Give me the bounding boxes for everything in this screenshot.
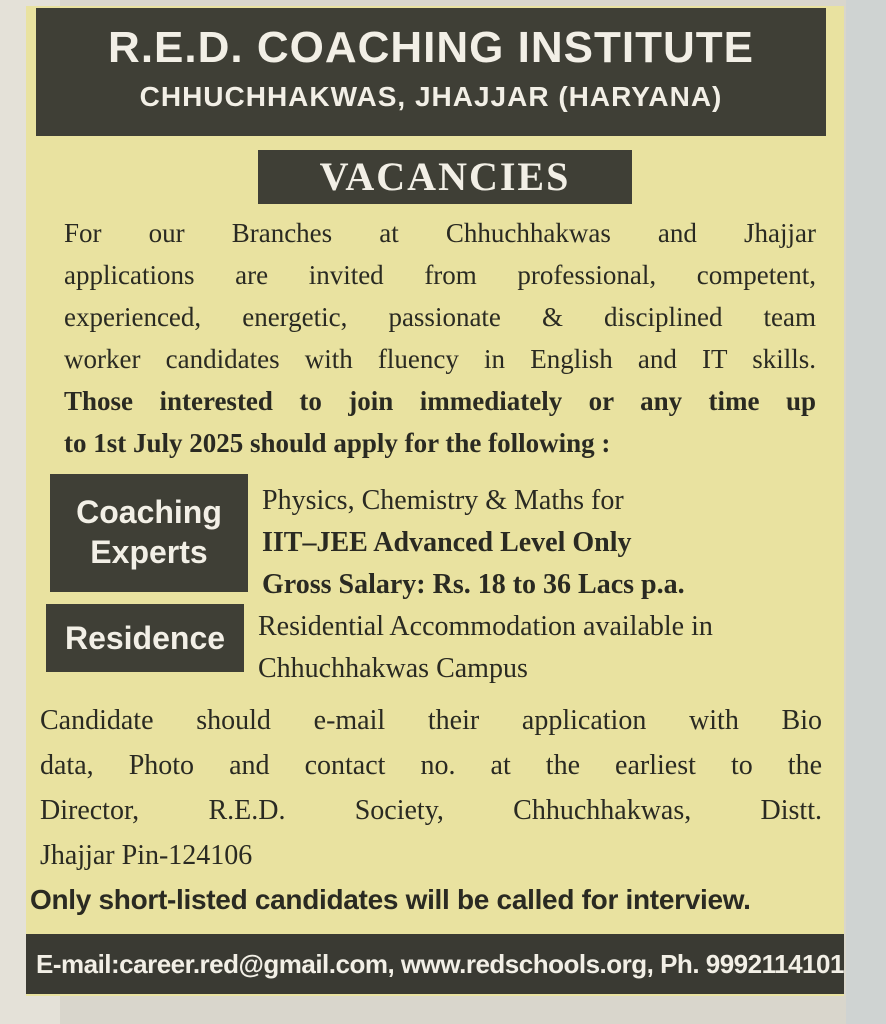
apply-line: Director, R.E.D. Society, Chhuchhakwas, Distt. <box>40 795 822 826</box>
apply-line: data, Photo and contact no. at the earliest to the <box>40 750 822 781</box>
residence-label: Residence <box>46 604 244 672</box>
institute-title: R.E.D. COACHING INSTITUTE <box>108 23 754 72</box>
application-instructions <box>40 698 822 878</box>
coaching-label-line1: Coaching <box>76 494 222 530</box>
intro-paragraph <box>64 212 816 464</box>
intro-line: For our Branches at Chhuchhakwas and Jhajjar <box>64 218 816 248</box>
intro-line: experienced, energetic, passionate & disciplined team <box>64 302 816 332</box>
apply-line: Candidate should e-mail their application with Bio <box>40 705 822 736</box>
residence-line2: Chhuchhakwas Campus <box>258 653 528 684</box>
coaching-salary: Gross Salary: Rs. 18 to 36 Lacs p.a. <box>262 569 685 600</box>
shortlist-note: Only short-listed candidates will be called for interview. <box>30 884 751 915</box>
coaching-subjects: Physics, Chemistry & Maths for <box>262 485 624 516</box>
coaching-label-line2: Experts <box>90 534 208 570</box>
newspaper-margin-right <box>846 0 886 1024</box>
intro-bold-line: to 1st July 2025 should apply for the following : <box>64 428 611 458</box>
coaching-experts-label <box>50 474 248 592</box>
apply-line: Jhajjar Pin-124106 <box>40 840 253 871</box>
contact-footer: E-mail:career.red@gmail.com, www.redschools.org, Ph. 9992114101 <box>26 934 844 994</box>
residence-details <box>258 606 824 690</box>
coaching-details <box>262 480 822 606</box>
residence-line1: Residential Accommodation available in <box>258 611 713 642</box>
institute-location: CHHUCHHAKWAS, JHAJJAR (HARYANA) <box>139 81 723 112</box>
intro-line: worker candidates with fluency in English and IT skills. <box>64 344 816 374</box>
header-box <box>36 8 826 136</box>
coaching-level: IIT–JEE Advanced Level Only <box>262 527 632 558</box>
intro-line: applications are invited from professional, competent, <box>64 260 816 290</box>
vacancies-banner: VACANCIES <box>258 150 632 204</box>
intro-bold-line: Those interested to join immediately or any time up <box>64 386 816 416</box>
